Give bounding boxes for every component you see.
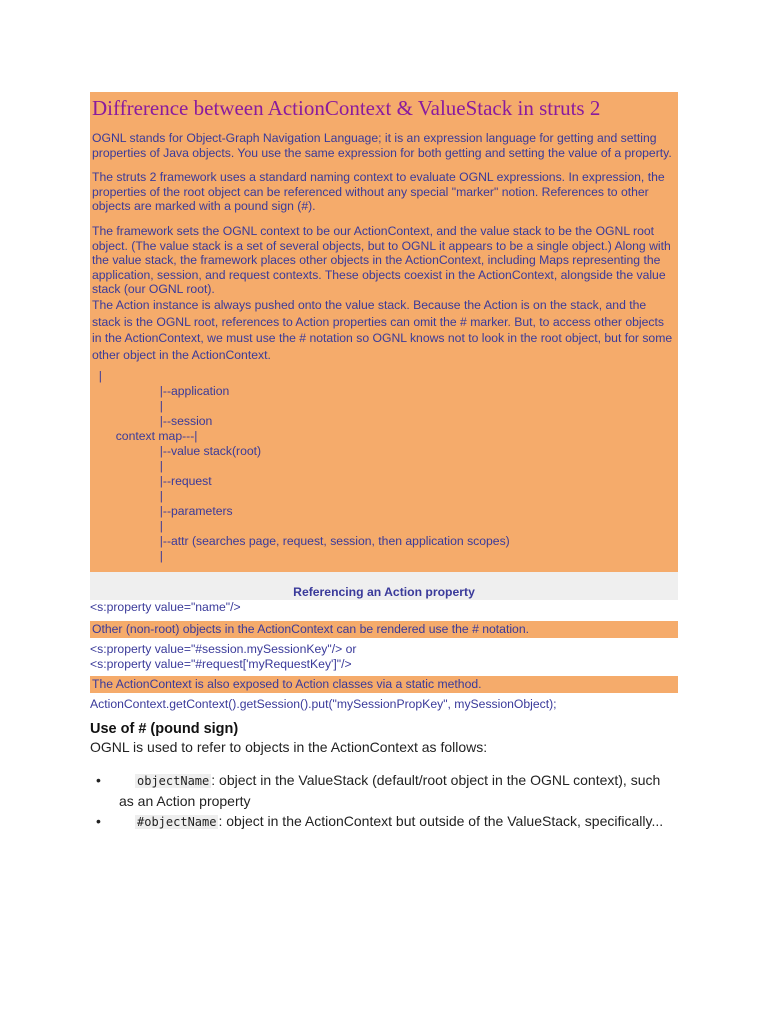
paragraph-framework: The framework sets the OGNL context to be our ActionContext, and the value stack to be the OGNL root object. (The value stack is a set of several objects, but to OGNL it appears to be a single object.) Along with the value stack, the framework places other objects in the ActionContext, including Maps representing the application, session, and request contexts. These objects coexist in the ActionContext, alongside the value stack (our OGNL root). xyxy=(92,223,671,297)
code-request-key: <s:property value="#request['myRequestKey']"/> xyxy=(90,657,352,672)
paragraph-naming-context: The struts 2 framework uses a standard naming context to evaluate OGNL expressions. In expression, the properties of the root object can be referenced without any special "marker" notion. References to other objects are marked with a pound sign (#). xyxy=(92,170,665,214)
list-item xyxy=(90,811,678,832)
intro-block xyxy=(90,92,678,572)
context-map-tree xyxy=(92,369,676,564)
tree-line: |--value stack(root) xyxy=(92,444,262,459)
document-page xyxy=(90,92,678,832)
list-item xyxy=(90,770,678,811)
section-intro: OGNL is used to refer to objects in the ActionContext as follows: xyxy=(90,739,488,756)
tree-line: | xyxy=(92,489,163,504)
tree-line: context map---| xyxy=(92,429,198,444)
tree-line: | xyxy=(92,519,163,534)
note-static-method: The ActionContext is also exposed to Action classes via a static method. xyxy=(90,676,678,693)
paragraph-action-instance: The Action instance is always pushed onto the value stack. Because the Action is on the stack, and the stack is the OGNL root, references to Action properties can omit the # marker. But, to access other objects in the ActionContext, we must use the # notation so OGNL knows not to look in the root object, but for some other object in the ActionContext. xyxy=(92,297,673,362)
tree-line: |--application xyxy=(92,384,230,399)
tree-line: |--request xyxy=(92,474,212,489)
list-item-text: : object in the ActionContext but outside of the ValueStack, specifically... xyxy=(218,813,664,830)
code-session-key: <s:property value="#session.mySessionKey"/> or xyxy=(90,642,357,657)
list-item-text: : object in the ValueStack (default/root object in the OGNL context), such as an Action property xyxy=(119,772,661,810)
note-non-root-objects: Other (non-root) objects in the ActionContext can be rendered use the # notation. xyxy=(90,621,678,638)
paragraph-ognl: OGNL stands for Object-Graph Navigation Language; it is an expression language for getting and setting properties of Java objects. You use the same expression for both getting and setting the value of a property. xyxy=(92,131,672,160)
code-get-context: ActionContext.getContext().getSession().put("mySessionPropKey", mySessionObject); xyxy=(90,697,557,712)
code-property-name: <s:property value="name"/> xyxy=(90,600,241,615)
page-title: Diffrerence between ActionContext & ValueStack in struts 2 xyxy=(92,96,601,120)
tree-line: | xyxy=(92,399,163,414)
referencing-heading: Referencing an Action property xyxy=(90,572,678,600)
inline-code-term: #objectName xyxy=(137,815,217,830)
section-heading: Use of # (pound sign) xyxy=(90,721,239,738)
inline-code-term: objectName xyxy=(137,774,210,789)
tree-line: |--parameters xyxy=(92,504,233,519)
tree-line: |--attr (searches page, request, session, then application scopes) xyxy=(92,534,510,549)
tree-line: | xyxy=(92,459,163,474)
tree-line: | xyxy=(92,369,102,384)
usage-list xyxy=(90,770,678,832)
tree-line: | xyxy=(92,549,163,564)
tree-line: |--session xyxy=(92,414,213,429)
